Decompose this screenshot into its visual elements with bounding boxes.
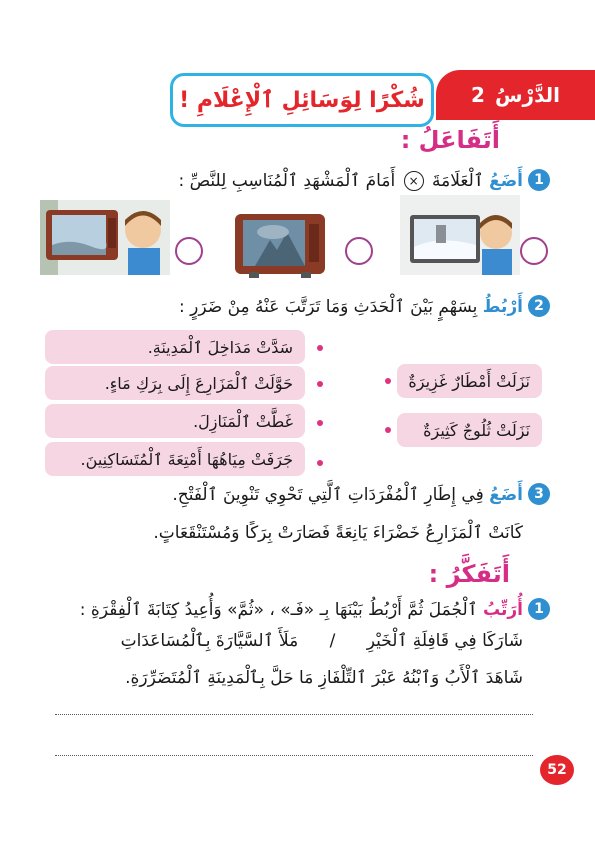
tv-scene-storm-icon: [235, 210, 325, 278]
think-question-1-line1: [121, 630, 523, 651]
answer-circle-3[interactable]: [520, 237, 548, 265]
effect-dot[interactable]: [317, 381, 323, 387]
section-heading-interact: أَتَفَاعَلُ :: [400, 126, 500, 154]
question-number-3: 3: [528, 483, 550, 505]
effect-dot[interactable]: [317, 460, 323, 466]
cause-box-rain[interactable]: [397, 364, 542, 398]
sentence-b: مَلَأَ ٱلسَّيَّارَةَ بِٱلْمُسَاعَدَاتِ: [120, 631, 299, 651]
tv-scene-snow-icon: [400, 195, 520, 275]
question-3-sentence: كَانَتْ ٱلْمَزَارِعُ خَضْرَاءَ يَانِعَةً فَصَارَتْ بِرَكًا وَمُسْتَنْقَعَاتٍ.: [153, 523, 523, 543]
question-number-2: 2: [528, 295, 550, 317]
cause-dot[interactable]: [385, 427, 391, 433]
question-2-instruction: بِسَهْمٍ بَيْنَ ٱلْحَدَثِ وَمَا تَرَتَّبَ عَنْهُ مِنْ ضَرَرٍ :: [179, 297, 478, 317]
answer-circle-2[interactable]: [345, 237, 373, 265]
effect-dot[interactable]: [317, 420, 323, 426]
question-number-think-1: 1: [528, 598, 550, 620]
think-question-1-verb: أُرَتِّبُ: [483, 600, 523, 620]
effect-text: حَوَّلَتْ ٱلْمَزَارِعَ إِلَى بِرَكِ مَاءٍ.: [104, 373, 293, 393]
think-question-1-text: [80, 599, 523, 620]
answer-line-2[interactable]: [55, 755, 533, 756]
x-mark-icon: ×: [404, 171, 424, 191]
section-heading-think: أَتَفَكَّرُ :: [428, 560, 510, 588]
lesson-label: الدَّرْسُ: [494, 83, 560, 107]
question-1-verb: أَضَعُ: [489, 171, 523, 191]
cause-text: نَزَلَتْ أَمْطَارٌ غَزِيرَةٌ: [408, 371, 530, 391]
sentence-separator: /: [329, 631, 336, 651]
answer-circle-1[interactable]: [175, 237, 203, 265]
effect-text: غَطَّتْ ٱلْمَنَازِلَ.: [193, 411, 293, 431]
question-3-instruction: فِي إِطَارِ ٱلْمُفْرَدَاتِ ٱلَّتِي تَحْوِي تَنْوِينَ ٱلْفَتْحِ.: [172, 485, 484, 505]
question-3-text: [172, 484, 523, 505]
cause-box-snow[interactable]: [397, 413, 542, 447]
effect-box[interactable]: [45, 442, 305, 476]
question-2-verb: أَرْبُطُ: [482, 297, 523, 317]
cause-dot[interactable]: [385, 378, 391, 384]
question-number-1: 1: [528, 169, 550, 191]
page-title-text: شُكْرًا لِوَسَائِلِ ٱلْإِعْلَامِ !: [179, 87, 425, 113]
page-title: [170, 73, 434, 127]
lesson-number: 2: [471, 83, 485, 107]
effect-text: سَدَّتْ مَدَاخِلَ ٱلْمَدِينَةِ.: [147, 337, 293, 357]
question-1-text-b: أَمَامَ ٱلْمَشْهَدِ ٱلْمُنَاسِبِ لِلنَّصِّ :: [178, 171, 396, 191]
question-2-text: [179, 296, 523, 317]
lesson-tab: [436, 70, 595, 120]
cause-text: نَزَلَتْ ثُلُوجٌ كَثِيرَةٌ: [423, 420, 530, 440]
sentence-a: شَارَكَا فِي قَافِلَةِ ٱلْخَيْرِ: [366, 631, 523, 651]
think-question-1-line2: شَاهَدَ ٱلْأَبُ وَٱبْنُهُ عَبْرَ ٱلتِّلْفَازِ مَا حَلَّ بِٱلْمَدِينَةِ ٱلْمُتَضَرِّرَةِ.: [125, 668, 523, 688]
page-number: 52: [540, 755, 574, 785]
answer-line-1[interactable]: [55, 714, 533, 715]
effect-text: جَرَفَتْ مِيَاهُهَا أَمْتِعَةَ ٱلْمُتَسَاكِنِينَ.: [80, 449, 293, 469]
question-1-text: [178, 170, 523, 191]
effect-box[interactable]: [45, 366, 305, 400]
tv-scene-flood-icon: [40, 200, 170, 275]
effect-box[interactable]: [45, 330, 305, 364]
think-question-1-instruction: ٱلْجُمَلَ ثُمَّ أَرْبُطُ بَيْنَهَا بِـ «فَـ» ، «ثُمَّ» وَأُعِيدُ كِتَابَةَ ٱلْفِقْرَةِ :: [79, 600, 478, 620]
effect-box[interactable]: [45, 404, 305, 438]
question-3-verb: أَضَعُ: [489, 485, 523, 505]
question-1-text-a: ٱلْعَلَامَةَ: [432, 171, 484, 191]
effect-dot[interactable]: [317, 345, 323, 351]
